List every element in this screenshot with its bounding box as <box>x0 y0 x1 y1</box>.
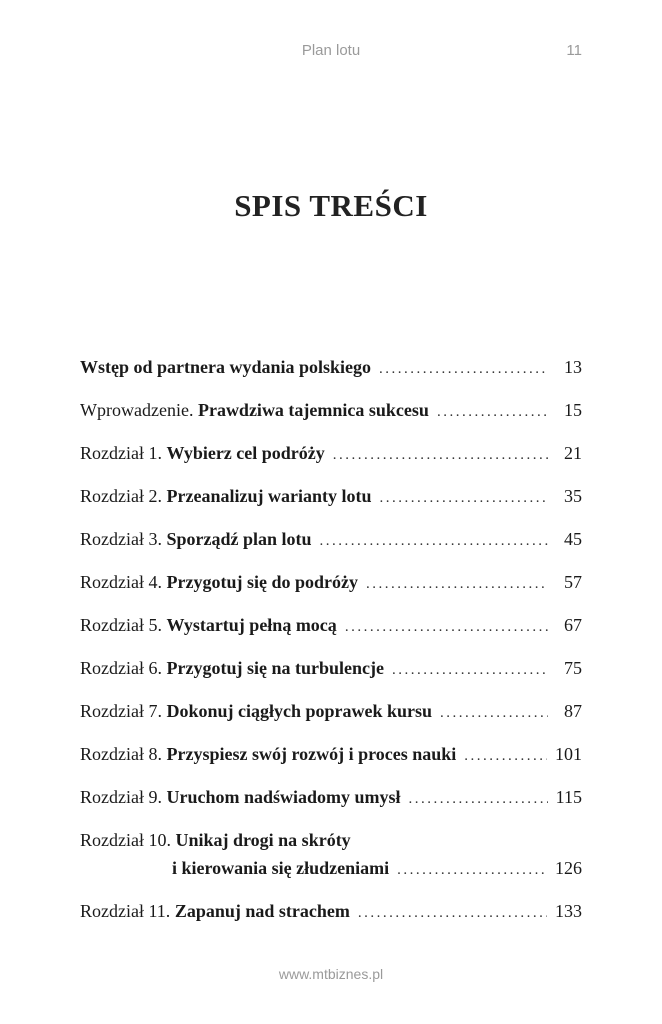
toc-entry-label: Rozdział 10. <box>80 830 171 850</box>
toc-entry-title: Przygotuj się na turbulencje <box>166 658 384 678</box>
toc-leader-dots <box>379 355 548 383</box>
toc-leader-dots <box>333 441 548 469</box>
toc-entry-page: 87 <box>564 701 582 721</box>
toc-entry[interactable] <box>80 740 582 783</box>
toc-entry-page: 133 <box>555 901 582 921</box>
page-number: 11 <box>566 42 582 59</box>
toc-entry-title: Wybierz cel podróży <box>166 443 325 463</box>
toc-entry-title: Sporządź plan lotu <box>166 529 312 549</box>
toc-entry-page: 126 <box>555 858 582 878</box>
toc-entry-page: 101 <box>555 744 582 764</box>
toc-entry-page: 75 <box>564 658 582 678</box>
toc-leader-dots <box>392 656 548 684</box>
toc-leader-dots <box>379 484 548 512</box>
toc-entry-title: Prawdziwa tajemnica sukcesu <box>197 400 429 420</box>
toc-entry-label: Rozdział 11. <box>80 901 171 921</box>
toc-entry-title: Przyspiesz swój rozwój i proces nauki <box>166 744 457 764</box>
toc-entry-title: Zapanuj nad strachem <box>174 901 350 921</box>
footer-url[interactable]: www.mtbiznes.pl <box>278 966 384 982</box>
toc-entry-label: Rozdział 5. <box>80 615 162 635</box>
toc-entry-label: Rozdział 3. <box>80 529 162 549</box>
toc-leader-dots <box>366 570 548 598</box>
toc-entry-label: Rozdział 1. <box>80 443 162 463</box>
toc-entry-title: Przygotuj się do podróży <box>166 572 358 592</box>
toc-entry[interactable] <box>80 568 582 611</box>
toc-leader-dots <box>440 699 548 727</box>
toc-entry-page: 57 <box>564 572 582 592</box>
table-of-contents <box>80 353 582 940</box>
toc-entry-title: Przeanalizuj warianty lotu <box>166 486 372 506</box>
toc-entry[interactable] <box>80 439 582 482</box>
toc-entry-label: Rozdział 6. <box>80 658 162 678</box>
toc-entry-title: Wstęp od partnera wydania polskiego <box>80 357 372 377</box>
toc-entry-page: 35 <box>564 486 582 506</box>
toc-entry-page: 15 <box>564 400 582 420</box>
toc-entry[interactable] <box>80 482 582 525</box>
toc-entry[interactable] <box>80 525 582 568</box>
toc-leader-dots <box>345 613 548 641</box>
toc-entry[interactable] <box>80 654 582 697</box>
toc-leader-dots <box>409 785 548 813</box>
toc-entry[interactable] <box>80 353 582 396</box>
toc-entry-title: Wystartuj pełną mocą <box>166 615 337 635</box>
toc-entry-label: Rozdział 4. <box>80 572 162 592</box>
toc-entry[interactable] <box>80 826 582 897</box>
toc-entry-label: Rozdział 8. <box>80 744 162 764</box>
toc-leader-dots <box>437 398 548 426</box>
toc-entry-page: 13 <box>564 357 582 377</box>
toc-entry-page: 21 <box>564 443 582 463</box>
toc-entry-label: Rozdział 9. <box>80 787 162 807</box>
toc-entry-label: Rozdział 7. <box>80 701 162 721</box>
page-title: SPIS TREŚCI <box>234 188 428 223</box>
toc-entry[interactable] <box>80 897 582 940</box>
toc-leader-dots <box>320 527 548 555</box>
toc-entry-label: Wprowadzenie. <box>80 400 194 420</box>
toc-entry-title: Dokonuj ciągłych poprawek kursu <box>166 701 433 721</box>
toc-entry[interactable] <box>80 697 582 740</box>
toc-entry-label: Rozdział 2. <box>80 486 162 506</box>
toc-entry-page: 45 <box>564 529 582 549</box>
toc-entry-page: 67 <box>564 615 582 635</box>
toc-entry-title: Unikaj drogi na skróty <box>175 830 351 850</box>
toc-leader-dots <box>358 899 547 927</box>
toc-entry[interactable] <box>80 611 582 654</box>
toc-entry-title: Uruchom nadświadomy umysł <box>166 787 401 807</box>
toc-entry-page: 115 <box>555 787 582 807</box>
toc-entry[interactable] <box>80 396 582 439</box>
running-header <box>0 42 662 62</box>
running-title: Plan lotu <box>301 42 361 59</box>
toc-entry-title-continued: i kierowania się złudzeniami <box>172 858 390 878</box>
toc-entry[interactable] <box>80 783 582 826</box>
toc-leader-dots <box>397 856 547 884</box>
toc-leader-dots <box>464 742 547 770</box>
